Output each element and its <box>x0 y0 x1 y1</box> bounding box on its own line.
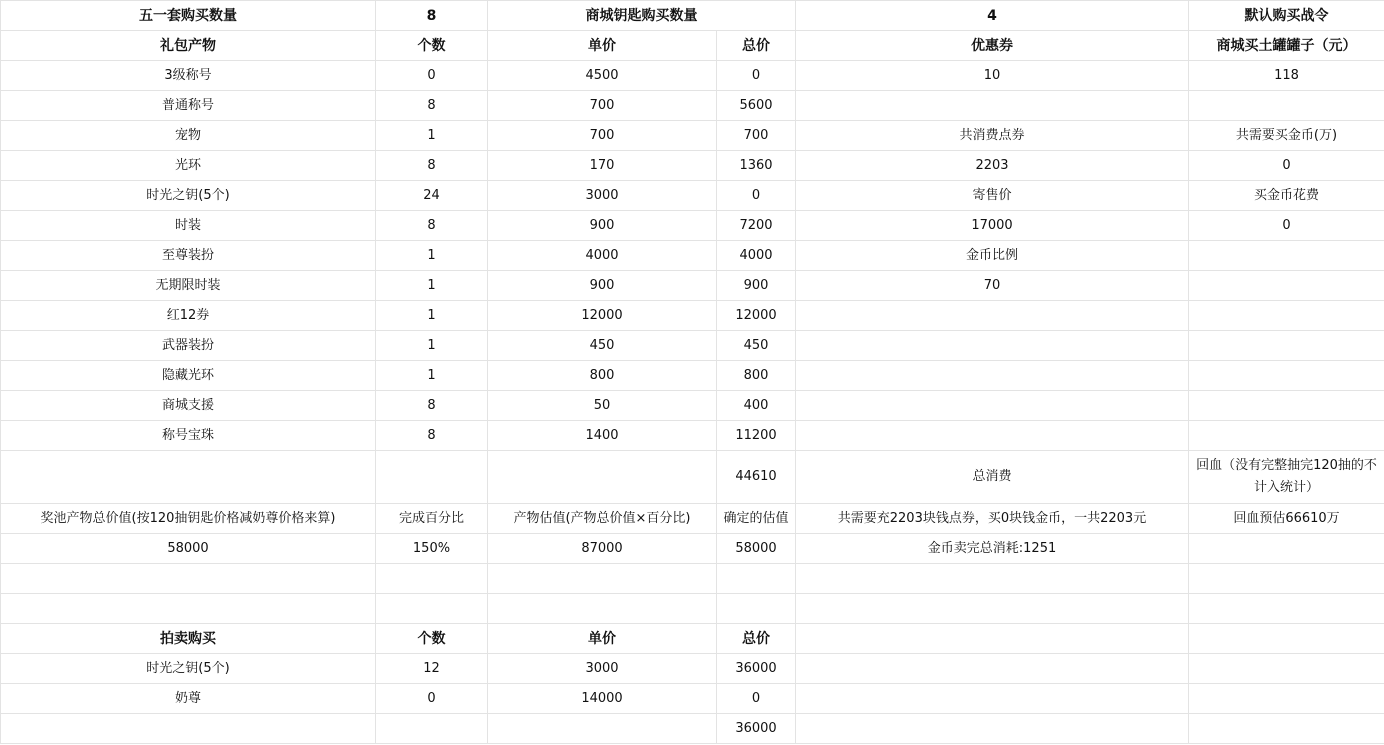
item-unit-price[interactable]: 450 <box>488 331 717 361</box>
empty-cell[interactable] <box>1189 564 1384 594</box>
item-name[interactable]: 隐藏光环 <box>1 361 376 391</box>
empty-cell[interactable] <box>1189 654 1384 684</box>
total-spend-label[interactable]: 总消费 <box>796 451 1189 504</box>
empty-cell[interactable] <box>488 564 717 594</box>
table-row <box>1 331 1384 361</box>
empty-cell[interactable] <box>796 624 1189 654</box>
total-points-label[interactable]: 共消费点券 <box>796 121 1189 151</box>
payback-label[interactable]: 回血（没有完整抽完120抽的不计入统计） <box>1189 451 1384 504</box>
col-header-product[interactable]: 礼包产物 <box>1 31 376 61</box>
confirmed-estimate[interactable]: 58000 <box>717 534 796 564</box>
empty-row <box>1 594 1384 624</box>
item-name[interactable]: 宠物 <box>1 121 376 151</box>
auction-item-count[interactable]: 12 <box>376 654 488 684</box>
item-count[interactable]: 8 <box>376 211 488 241</box>
empty-cell[interactable] <box>796 391 1189 421</box>
pool-value[interactable]: 58000 <box>1 534 376 564</box>
spend-summary[interactable]: 共需要充2203块钱点券，买0块钱金币，一共2203元 <box>796 504 1189 534</box>
item-name[interactable]: 时装 <box>1 211 376 241</box>
col-header-coupon[interactable]: 优惠券 <box>796 31 1189 61</box>
empty-cell[interactable] <box>1189 331 1384 361</box>
gold-ratio-value[interactable]: 70 <box>796 271 1189 301</box>
empty-cell[interactable] <box>717 564 796 594</box>
item-count[interactable]: 8 <box>376 91 488 121</box>
item-unit-price[interactable]: 170 <box>488 151 717 181</box>
completion-percent-label[interactable]: 完成百分比 <box>376 504 488 534</box>
empty-cell[interactable] <box>1 451 376 504</box>
empty-cell[interactable] <box>796 654 1189 684</box>
item-count[interactable]: 24 <box>376 181 488 211</box>
item-total[interactable]: 700 <box>717 121 796 151</box>
item-total[interactable]: 800 <box>717 361 796 391</box>
item-count[interactable]: 1 <box>376 271 488 301</box>
empty-cell[interactable] <box>796 91 1189 121</box>
empty-cell[interactable] <box>1189 624 1384 654</box>
gold-sell-total[interactable]: 金币卖完总消耗:1251 <box>796 534 1189 564</box>
item-unit-price[interactable]: 900 <box>488 271 717 301</box>
set-count-value[interactable]: 8 <box>376 1 488 31</box>
item-name[interactable]: 普通称号 <box>1 91 376 121</box>
table-row <box>1 121 1384 151</box>
item-unit-price[interactable]: 800 <box>488 361 717 391</box>
gold-cost-value[interactable]: 0 <box>1189 211 1384 241</box>
empty-cell[interactable] <box>796 361 1189 391</box>
item-name[interactable]: 无期限时装 <box>1 271 376 301</box>
header-row <box>1 1 1384 31</box>
empty-cell[interactable] <box>1189 421 1384 451</box>
item-count[interactable]: 1 <box>376 331 488 361</box>
sum-row <box>1 451 1384 504</box>
auction-item-total[interactable]: 36000 <box>717 654 796 684</box>
empty-cell[interactable] <box>1189 301 1384 331</box>
empty-cell[interactable] <box>796 301 1189 331</box>
item-total[interactable]: 0 <box>717 61 796 91</box>
item-count[interactable]: 1 <box>376 241 488 271</box>
table-row <box>1 301 1384 331</box>
gold-cost-label[interactable]: 买金币花费 <box>1189 181 1384 211</box>
empty-cell[interactable] <box>488 594 717 624</box>
item-count[interactable]: 8 <box>376 421 488 451</box>
item-total[interactable]: 900 <box>717 271 796 301</box>
table-row <box>1 241 1384 271</box>
item-name[interactable]: 红12券 <box>1 301 376 331</box>
auction-grand-total[interactable]: 36000 <box>717 714 796 744</box>
table-row <box>1 684 1384 714</box>
table-row <box>1 421 1384 451</box>
empty-cell[interactable] <box>796 594 1189 624</box>
auction-item-name[interactable]: 奶尊 <box>1 684 376 714</box>
item-total[interactable]: 0 <box>717 181 796 211</box>
item-name[interactable]: 称号宝珠 <box>1 421 376 451</box>
table-row <box>1 361 1384 391</box>
item-total[interactable]: 7200 <box>717 211 796 241</box>
item-name[interactable]: 3级称号 <box>1 61 376 91</box>
col-header-jar[interactable]: 商城买土罐罐子（元） <box>1189 31 1384 61</box>
empty-cell[interactable] <box>796 421 1189 451</box>
item-unit-price[interactable]: 900 <box>488 211 717 241</box>
empty-cell[interactable] <box>796 714 1189 744</box>
empty-cell[interactable] <box>1189 714 1384 744</box>
pool-value-label[interactable]: 奖池产物总价值(按120抽钥匙价格减奶尊价格来算) <box>1 504 376 534</box>
total-points-value[interactable]: 2203 <box>796 151 1189 181</box>
auction-item-unit-price[interactable]: 3000 <box>488 654 717 684</box>
empty-cell[interactable] <box>796 684 1189 714</box>
empty-cell[interactable] <box>1189 241 1384 271</box>
jar-value[interactable]: 118 <box>1189 61 1384 91</box>
table-row <box>1 181 1384 211</box>
table-row <box>1 211 1384 241</box>
pool-value-row <box>1 534 1384 564</box>
product-estimate[interactable]: 87000 <box>488 534 717 564</box>
item-count[interactable]: 0 <box>376 61 488 91</box>
item-unit-price[interactable]: 1400 <box>488 421 717 451</box>
set-count-label[interactable]: 五一套购买数量 <box>1 1 376 31</box>
empty-cell[interactable] <box>1189 594 1384 624</box>
item-total[interactable]: 12000 <box>717 301 796 331</box>
table-row <box>1 91 1384 121</box>
item-total[interactable]: 4000 <box>717 241 796 271</box>
empty-cell[interactable] <box>1 714 376 744</box>
empty-cell[interactable] <box>488 451 717 504</box>
item-name[interactable]: 商城支援 <box>1 391 376 421</box>
empty-cell[interactable] <box>376 594 488 624</box>
empty-cell[interactable] <box>1189 91 1384 121</box>
auction-item-count[interactable]: 0 <box>376 684 488 714</box>
empty-cell[interactable] <box>1189 534 1384 564</box>
empty-cell[interactable] <box>1 564 376 594</box>
confirmed-estimate-label[interactable]: 确定的估值 <box>717 504 796 534</box>
auction-title[interactable]: 拍卖购买 <box>1 624 376 654</box>
item-unit-price[interactable]: 4500 <box>488 61 717 91</box>
empty-cell[interactable] <box>796 331 1189 361</box>
default-pass-label[interactable]: 默认购买战令 <box>1189 1 1384 31</box>
empty-cell[interactable] <box>376 564 488 594</box>
empty-cell[interactable] <box>1189 684 1384 714</box>
empty-cell[interactable] <box>376 714 488 744</box>
item-total[interactable]: 5600 <box>717 91 796 121</box>
gold-ratio-label[interactable]: 金币比例 <box>796 241 1189 271</box>
col-header-count[interactable]: 个数 <box>376 31 488 61</box>
column-header-row <box>1 31 1384 61</box>
col-header-total[interactable]: 总价 <box>717 31 796 61</box>
table-row <box>1 271 1384 301</box>
coupon-value[interactable]: 10 <box>796 61 1189 91</box>
item-unit-price[interactable]: 12000 <box>488 301 717 331</box>
auction-col-unit-price[interactable]: 单价 <box>488 624 717 654</box>
item-count[interactable]: 1 <box>376 301 488 331</box>
table-row <box>1 151 1384 181</box>
auction-total-row <box>1 714 1384 744</box>
table-row <box>1 61 1384 91</box>
item-total[interactable]: 1360 <box>717 151 796 181</box>
empty-cell[interactable] <box>1189 391 1384 421</box>
item-unit-price[interactable]: 3000 <box>488 181 717 211</box>
total-gold-value[interactable]: 0 <box>1189 151 1384 181</box>
item-name[interactable]: 至尊装扮 <box>1 241 376 271</box>
item-name[interactable]: 时光之钥(5个) <box>1 181 376 211</box>
empty-cell[interactable] <box>376 451 488 504</box>
item-count[interactable]: 8 <box>376 151 488 181</box>
item-total[interactable]: 400 <box>717 391 796 421</box>
product-estimate-label[interactable]: 产物估值(产物总价值×百分比) <box>488 504 717 534</box>
completion-percent[interactable]: 150% <box>376 534 488 564</box>
item-count[interactable]: 8 <box>376 391 488 421</box>
auction-item-name[interactable]: 时光之钥(5个) <box>1 654 376 684</box>
item-count[interactable]: 1 <box>376 361 488 391</box>
key-count-value[interactable]: 4 <box>796 1 1189 31</box>
item-name[interactable]: 武器装扮 <box>1 331 376 361</box>
item-total[interactable]: 450 <box>717 331 796 361</box>
item-total[interactable]: 11200 <box>717 421 796 451</box>
auction-col-total[interactable]: 总价 <box>717 624 796 654</box>
col-header-unit-price[interactable]: 单价 <box>488 31 717 61</box>
empty-cell[interactable] <box>488 714 717 744</box>
empty-cell[interactable] <box>1 594 376 624</box>
item-unit-price[interactable]: 700 <box>488 121 717 151</box>
empty-row <box>1 564 1384 594</box>
empty-cell[interactable] <box>1189 271 1384 301</box>
item-unit-price[interactable]: 50 <box>488 391 717 421</box>
empty-cell[interactable] <box>717 594 796 624</box>
pool-header-row <box>1 504 1384 534</box>
consign-price-label[interactable]: 寄售价 <box>796 181 1189 211</box>
table-row <box>1 654 1384 684</box>
auction-item-total[interactable]: 0 <box>717 684 796 714</box>
item-name[interactable]: 光环 <box>1 151 376 181</box>
auction-col-count[interactable]: 个数 <box>376 624 488 654</box>
items-grand-total[interactable]: 44610 <box>717 451 796 504</box>
payback-estimate[interactable]: 回血预估66610万 <box>1189 504 1384 534</box>
total-gold-label[interactable]: 共需要买金币(万) <box>1189 121 1384 151</box>
empty-cell[interactable] <box>1189 361 1384 391</box>
empty-cell[interactable] <box>796 564 1189 594</box>
table-row <box>1 391 1384 421</box>
auction-item-unit-price[interactable]: 14000 <box>488 684 717 714</box>
item-count[interactable]: 1 <box>376 121 488 151</box>
item-unit-price[interactable]: 700 <box>488 91 717 121</box>
item-unit-price[interactable]: 4000 <box>488 241 717 271</box>
consign-price-value[interactable]: 17000 <box>796 211 1189 241</box>
auction-header-row <box>1 624 1384 654</box>
key-count-label[interactable]: 商城钥匙购买数量 <box>488 1 796 31</box>
